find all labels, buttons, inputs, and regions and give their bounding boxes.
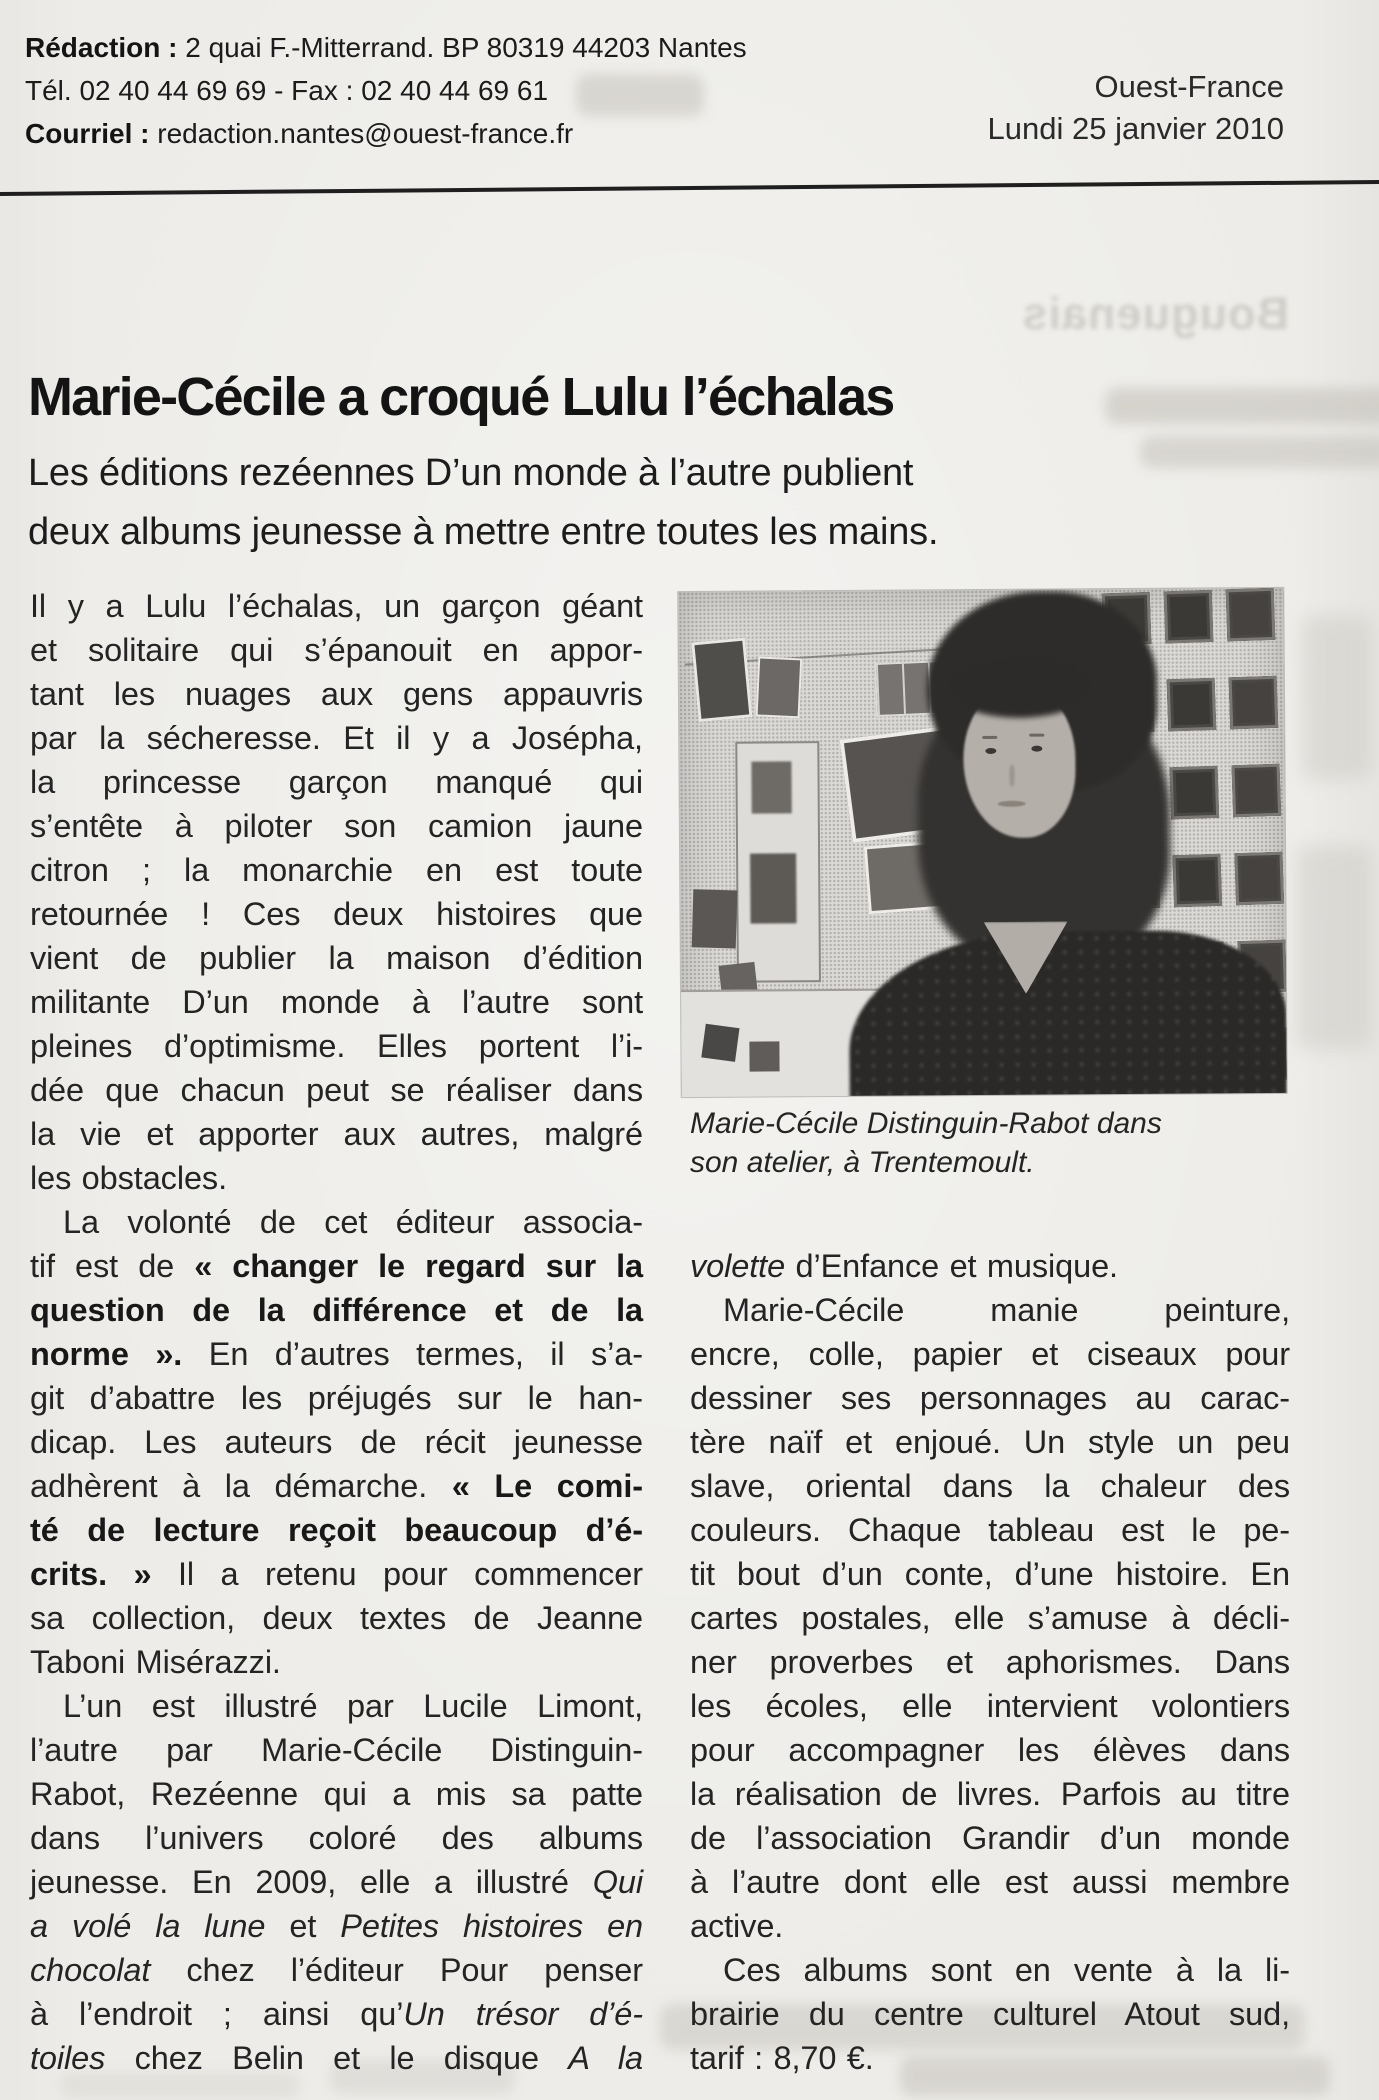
body-text: sa collection, deux textes de Jeanne (30, 1600, 643, 1636)
issue-date: Lundi 25 janvier 2010 (987, 111, 1284, 146)
body-line (30, 936, 643, 980)
body-text: à l’endroit ; ainsi qu’ (30, 1996, 404, 2032)
article-photo (678, 588, 1287, 1097)
body-text-bold: « changer le regard sur la (194, 1248, 643, 1284)
courriel-label: Courriel : (25, 118, 150, 149)
body-text: pour accompagner les élèves dans (690, 1732, 1290, 1768)
body-text: vient de publier la maison d’édition (30, 940, 643, 976)
masthead-divider-rule (0, 180, 1379, 196)
body-line (690, 1684, 1290, 1728)
photo-table-item (749, 1041, 779, 1071)
body-text: la réalisation de livres. Parfois au titre (690, 1776, 1290, 1812)
body-text-italic: Un trésor d’é- (403, 1996, 643, 2032)
body-line (30, 1420, 643, 1464)
body-text-italic: a volé la lune (30, 1908, 266, 1944)
body-text: la princesse garçon manqué qui (30, 764, 643, 800)
body-text-italic: toiles (30, 2040, 106, 2076)
bleedthrough-smudge (1302, 615, 1372, 780)
body-line (30, 1288, 643, 1332)
body-line (690, 1244, 1290, 1288)
body-text: à l’autre dont elle est aussi membre (690, 1864, 1290, 1900)
body-text: tif est de (30, 1248, 195, 1284)
body-line (690, 1420, 1290, 1464)
body-text: encre, colle, papier et ciseaux pour (690, 1336, 1290, 1372)
body-line (30, 2036, 643, 2080)
body-text: Rabot, Rezéenne qui a mis sa patte (30, 1776, 643, 1812)
body-line (690, 1816, 1290, 1860)
body-text: tit bout d’un conte, d’une histoire. En (690, 1556, 1290, 1592)
body-line (690, 1376, 1290, 1420)
caption-line: son atelier, à Trentemoult. (690, 1146, 1035, 1179)
body-text: slave, oriental dans la chaleur des (690, 1468, 1290, 1504)
photo-framed-art (1231, 764, 1281, 818)
bleedthrough-smudge (1296, 845, 1372, 1050)
body-line (30, 1332, 643, 1376)
body-line (30, 628, 643, 672)
bleedthrough-smudge (576, 74, 704, 116)
body-line (690, 1860, 1290, 1904)
photo-framed-art (1226, 588, 1276, 642)
body-text: s’entête à piloter son camion jaune (30, 808, 643, 844)
bleedthrough-mirrored-text: Bouguenais (1021, 288, 1289, 339)
body-text: En d’autres termes, il s’a- (182, 1336, 643, 1372)
body-line (30, 1024, 643, 1068)
body-line (30, 1728, 643, 1772)
masthead-email-line (25, 112, 747, 155)
body-line (30, 892, 643, 936)
body-text: les obstacles. (30, 1160, 228, 1196)
masthead-edition-block (988, 66, 1284, 150)
photo-face-feature (1029, 734, 1044, 737)
body-text: tarif : 8,70 €. (690, 2040, 874, 2076)
body-line (30, 1992, 643, 2036)
body-text-italic: volette (690, 1248, 786, 1284)
body-line (30, 1640, 643, 1684)
body-text: adhèrent à la démarche. (30, 1468, 452, 1504)
photo-face-feature (1009, 765, 1014, 787)
body-text: dessiner ses personnages au carac- (690, 1380, 1290, 1416)
body-line (30, 1156, 643, 1200)
body-line (30, 980, 643, 1024)
body-line (690, 1288, 1290, 1332)
body-line (30, 1508, 643, 1552)
photo-poster-drawing (751, 761, 791, 813)
right-column (690, 1244, 1290, 2080)
subhead-line: deux albums jeunesse à mettre entre toutes les mains. (28, 511, 939, 553)
body-text: Taboni Misérazzi. (30, 1644, 281, 1680)
caption-line: Marie-Cécile Distinguin-Rabot dans (690, 1107, 1162, 1140)
body-text: d’Enfance et musique. (785, 1248, 1118, 1284)
body-line (30, 1684, 643, 1728)
body-text: la vie et apporter aux autres, malgré (30, 1116, 643, 1152)
body-line (30, 584, 643, 628)
body-text-bold: question de la différence et de la (30, 1292, 643, 1328)
body-text: pleines d’optimisme. Elles portent l’i- (30, 1028, 643, 1064)
body-line (30, 672, 643, 716)
photo-framed-art (1170, 766, 1220, 820)
body-text: Ces albums sont en vente à la li- (723, 1952, 1290, 1988)
photo-framed-art (1229, 676, 1279, 730)
masthead-address-line (25, 26, 747, 69)
photo-table-item (701, 1024, 739, 1062)
body-line (30, 1464, 643, 1508)
body-line (30, 804, 643, 848)
body-line (30, 1948, 643, 1992)
body-text: les écoles, elle intervient volontiers (690, 1688, 1290, 1724)
body-text: brairie du centre culturel Atout sud, (690, 1996, 1290, 2032)
photo-framed-art (1167, 678, 1217, 732)
body-text: par la sécheresse. Et il y a Josépha, (30, 720, 643, 756)
body-line (30, 760, 643, 804)
body-text: active. (690, 1908, 784, 1944)
body-text-italic: A la (568, 2040, 643, 2076)
redaction-value: 2 quai F.-Mitterrand. BP 80319 44203 Nantes (177, 32, 747, 63)
body-line (690, 1332, 1290, 1376)
body-text-bold: « Le comi- (451, 1468, 643, 1504)
body-text-italic: chocolat (30, 1952, 151, 1988)
body-text: dicap. Les auteurs de récit jeunesse (30, 1424, 643, 1460)
body-line (30, 716, 643, 760)
body-line (30, 1860, 643, 1904)
redaction-label: Rédaction : (25, 32, 178, 63)
photo-pinned-card (691, 637, 752, 722)
courriel-value: redaction.nantes@ouest-france.fr (149, 118, 574, 149)
body-text-bold: norme ». (30, 1336, 183, 1372)
body-text: Marie-Cécile manie peinture, (723, 1292, 1290, 1328)
body-line (30, 1244, 643, 1288)
body-text: Il a retenu pour commencer (151, 1556, 643, 1592)
body-text: de l’association Grandir d’un monde (690, 1820, 1290, 1856)
body-line (690, 1640, 1290, 1684)
body-line (690, 1948, 1290, 1992)
body-text-bold: té de lecture reçoit beaucoup d’é- (30, 1512, 643, 1548)
masthead-phone-line: Tél. 02 40 44 69 69 - Fax : 02 40 44 69 61 (25, 75, 549, 106)
body-line (690, 1552, 1290, 1596)
body-text-bold: crits. » (30, 1556, 152, 1592)
body-line (690, 1464, 1290, 1508)
photo-framed-art (1172, 854, 1222, 908)
body-text: et solitaire qui s’épanouit en appor- (30, 632, 643, 668)
photo-woman-blouse (849, 930, 1287, 1097)
photo-poster (735, 741, 821, 983)
body-line (30, 848, 643, 892)
body-line (690, 1772, 1290, 1816)
body-text: militante D’un monde à l’autre sont (30, 984, 643, 1020)
body-line (30, 1904, 643, 1948)
body-text-italic: Petites histoires en (340, 1908, 644, 1944)
body-line (30, 1772, 643, 1816)
body-line (690, 2036, 1290, 2080)
photo-face-feature (982, 736, 997, 739)
body-text: dans l’univers coloré des albums (30, 1820, 643, 1856)
body-line (30, 1552, 643, 1596)
body-text: dée que chacun peut se réaliser dans (30, 1072, 643, 1108)
bleedthrough-smudge (1140, 436, 1379, 468)
body-text: L’un est illustré par Lucile Limont, (63, 1688, 643, 1724)
photo-framed-art (1164, 590, 1214, 644)
body-text: ner proverbes et aphorismes. Dans (690, 1644, 1290, 1680)
photo-face-feature (1031, 746, 1042, 752)
body-line (690, 1508, 1290, 1552)
body-text: couleurs. Chaque tableau est le pe- (690, 1512, 1290, 1548)
body-line (30, 1376, 643, 1420)
body-text: retournée ! Ces deux histoires que (30, 896, 643, 932)
body-text: La volonté de cet éditeur associa- (63, 1204, 643, 1240)
body-text: jeunesse. En 2009, elle a illustré (30, 1864, 593, 1900)
body-text: Il y a Lulu l’échalas, un garçon géant (30, 588, 643, 624)
body-line (30, 1200, 643, 1244)
body-line (30, 1816, 643, 1860)
body-text: chez Belin et le disque (105, 2040, 569, 2076)
article-headline: Marie-Cécile a croqué Lulu l’échalas (28, 367, 894, 427)
body-line (690, 1904, 1290, 1948)
body-line (30, 1596, 643, 1640)
photo-face-feature (985, 748, 996, 754)
body-text: l’autre par Marie-Cécile Distinguin- (30, 1732, 643, 1768)
subhead-line: Les éditions rezéennes D’un monde à l’autre publient (28, 452, 914, 494)
photo-pinned-card (756, 656, 803, 718)
photo-framed-art (1234, 852, 1284, 906)
body-text: chez l’éditeur Pour penser (150, 1952, 643, 1988)
article-subhead (28, 444, 938, 562)
body-text-italic: Qui (592, 1864, 643, 1900)
paper-name: Ouest-France (1094, 69, 1284, 104)
body-text: cartes postales, elle s’amuse à décli- (690, 1600, 1290, 1636)
photo-poster-drawing (750, 853, 796, 923)
body-text: et (265, 1908, 341, 1944)
photo-pinned-card (692, 889, 738, 948)
bleedthrough-smudge (1105, 388, 1379, 424)
body-line (30, 1068, 643, 1112)
body-line (690, 1992, 1290, 2036)
body-line (690, 1596, 1290, 1640)
body-line (690, 1728, 1290, 1772)
body-text: citron ; la monarchie en est toute (30, 852, 643, 888)
photo-caption (690, 1104, 1162, 1182)
body-line (30, 1112, 643, 1156)
body-text: tant les nuages aux gens appauvris (30, 676, 643, 712)
left-column (30, 584, 643, 2080)
body-text: tère naïf et enjoué. Un style un peu (690, 1424, 1290, 1460)
body-text: git d’abattre les préjugés sur le han- (30, 1380, 643, 1416)
